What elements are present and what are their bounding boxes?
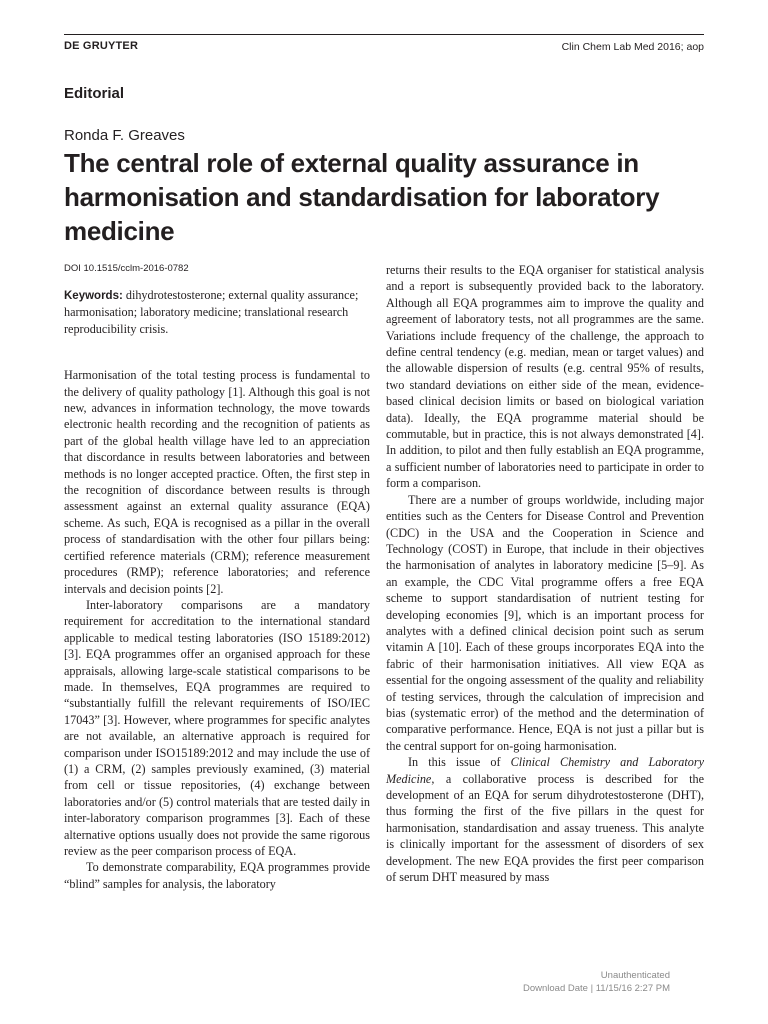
article-title: The central role of external quality assurance in harmonisation and standardisation for laboratory medicine: [64, 148, 660, 246]
paragraph-prefix: In this issue of: [408, 755, 511, 770]
footer-download-date: Download Date | 11/15/16 2:27 PM: [523, 983, 670, 994]
left-column: [64, 262, 370, 892]
section-label: Editorial: [64, 85, 125, 102]
author-name: Ronda F. Greaves: [64, 127, 185, 144]
download-footer: [523, 969, 670, 995]
keywords-label: Keywords:: [64, 290, 123, 302]
right-column: [386, 262, 704, 885]
footer-auth-status: Unauthenticated: [600, 970, 670, 981]
body-paragraph: To demonstrate comparability, EQA programmes provide “blind” samples for analysis, the laboratory: [64, 860, 370, 891]
doi: DOI 10.1515/cclm-2016-0782: [64, 263, 189, 274]
header-rule: [64, 34, 704, 35]
body-paragraph: There are a number of groups worldwide, including major entities such as the Centers for Disease Control and Prevention (CDC) in the USA and the Cooperation in Science and Technology (COST) in Europe, that include in their objectives the harmonisation of analytes in laboratory medicine [5–9]. As an example, the CDC Vital programme offers a free EQA scheme to support standardisation of nutrient testing for developing economies [9], which is an important process for analytes with a defined clinical decision point such as serum vitamin A [10]. Each of these groups incorporates EQA into the fabric of their harmonisation initiatives. All view EQA as essential for the ongoing assessment of the quality and reliability of testing services, through the calculation of imprecision and bias (systematic error) of the method and the determination of comparative performance. Hence, EQA is not just a pillar but is the central support for on-going harmonisation.: [386, 492, 704, 753]
paragraph-suffix: , a collaborative process is described for the development of an EQA for serum dihydrotestosterone (DHT), thus forming the first of the five pillars in the quest for harmonisation, standardisation and assay trueness. This analyte is clinically important for the assessment of disorders of sex development. The new EQA provides the first peer comparison of serum DHT measured by mass: [386, 771, 704, 885]
journal-name-italic: Clinical Chemistry and Laboratory Medicine: [386, 755, 704, 786]
journal-citation: Clin Chem Lab Med 2016; aop: [561, 41, 704, 53]
publisher-name: DE GRUYTER: [64, 40, 139, 52]
keywords-text: dihydrotestosterone; external quality assurance; harmonisation; laboratory medicine; translational research reproducibility crisis.: [64, 288, 359, 336]
keywords: [64, 287, 370, 337]
body-paragraph: returns their results to the EQA organiser for statistical analysis and a report is subsequently provided back to the laboratory. Although all EQA programmes aim to improve the quality and agreement of laboratory tests, not all programmes are the same. Variations include frequency of the challenge, the approach to define central tendency (e.g. median, mean or target values) and the allowable dispersion of results (e.g. central 95% of results, two standard deviations on either side of the mean, evidence-based clinical decision limits or based on biological variation data). Ideally, the EQA programme material should be commutable, but in practice, this is not always demonstrated [4]. In addition, to pilot and then fully establish an EQA programme, a sufficient number of laboratories need to participate in order to form a comparison.: [386, 263, 704, 491]
body-paragraph: Inter-laboratory comparisons are a mandatory requirement for accreditation to the international standard applicable to medical testing laboratories (ISO 15189:2012) [3]. EQA programmes offer an organised approach for these appraisals, allowing large-scale statistical comparisons to be made. In themselves, EQA programmes are required to “substantially fulfill the relevant requirements of ISO/IEC 17043” [3]. However, where programmes for specific analytes are not available, an alternative approach is required for comparison under ISO15189:2012 and may include the use of (1) a CRM, (2) samples previously examined, (3) material from cell or tissue repositories, (4) exchange between laboratories and/or (5) control materials that are tested daily in inter-laboratory comparison programmes [3]. Each of these alternative options usually does not provide the same rigorous review as the peer comparison process of EQA.: [64, 597, 370, 858]
body-paragraph: [386, 754, 704, 885]
body-paragraph: Harmonisation of the total testing process is fundamental to the delivery of quality pathology [1]. Although this goal is not new, advances in information technology, the move towards electronic health recording and the recognition of patients as part of the global health village have led to an appreciation that discordance in results between laboratories and between methods is no longer accepted practice. Often, the first step in the recognition of discordance between results is through assessment against an external quality assurance (EQA) scheme. As such, EQA is recognised as a pillar in the overall process of standardisation with the other four pillars being: certified reference materials (CRM); reference measurement procedures (RMP); reference laboratories; and reference intervals and decision points [2].: [64, 368, 370, 596]
